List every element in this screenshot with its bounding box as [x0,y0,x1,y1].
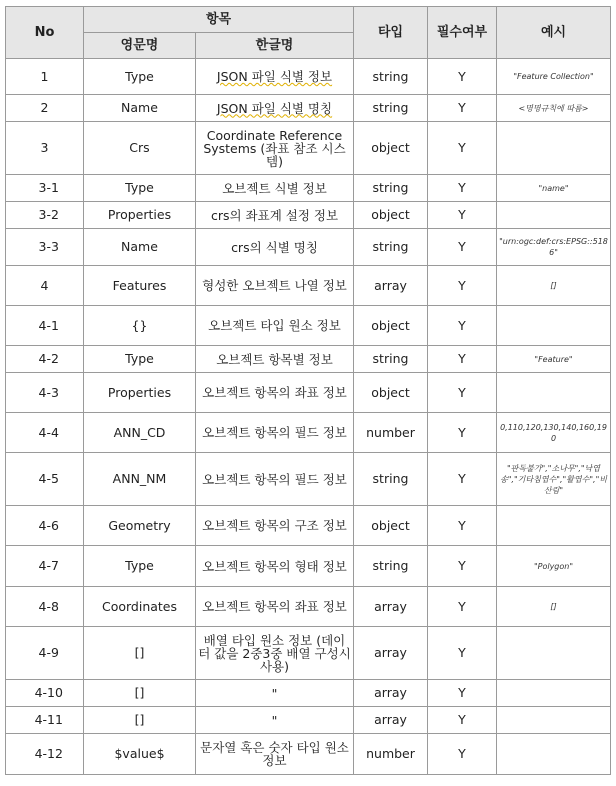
row-english-name: Properties [84,202,196,229]
table-row [6,587,611,627]
table-row [6,734,611,775]
table-row [6,627,611,680]
row-required: Y [428,202,497,229]
row-type: object [354,306,428,346]
table-row [6,346,611,373]
row-required: Y [428,506,497,546]
row-example [497,506,611,546]
table-row [6,202,611,229]
indent-spacer [6,734,15,775]
row-korean-name: 오브젝트 항목의 필드 정보 [196,413,354,453]
row-type: string [354,453,428,506]
spec-table [5,6,611,775]
row-english-name: Features [84,266,196,306]
row-example [497,122,611,175]
row-required: Y [428,453,497,506]
header-no: No [6,7,84,59]
row-required: Y [428,122,497,175]
row-english-name: {} [84,306,196,346]
table-row [6,175,611,202]
row-type: array [354,266,428,306]
row-type: array [354,707,428,734]
row-no: 4-4 [15,413,84,453]
table-row [6,122,611,175]
row-korean-name: " [196,680,354,707]
row-example: "Feature" [497,346,611,373]
row-type: object [354,122,428,175]
indent-spacer [6,306,15,346]
row-required: Y [428,266,497,306]
row-example: "Feature Collection" [497,59,611,95]
row-required: Y [428,546,497,587]
indent-spacer [6,413,15,453]
row-no: 4-1 [15,306,84,346]
row-no: 3-1 [15,175,84,202]
row-english-name: Name [84,95,196,122]
row-required: Y [428,306,497,346]
row-english-name: Type [84,546,196,587]
row-required: Y [428,229,497,266]
row-type: object [354,506,428,546]
row-korean-name: 형성한 오브젝트 나열 정보 [196,266,354,306]
row-no: 3 [6,122,84,175]
indent-spacer [6,506,15,546]
row-english-name: Name [84,229,196,266]
row-english-name: [] [84,707,196,734]
indent-spacer [6,175,15,202]
row-korean-name: 오브젝트 항목별 정보 [196,346,354,373]
row-english-name: Properties [84,373,196,413]
row-english-name: Coordinates [84,587,196,627]
row-type: string [354,175,428,202]
indent-spacer [6,627,15,680]
row-korean-name: 오브젝트 항목의 좌표 정보 [196,587,354,627]
row-korean-name: 오브젝트 항목의 필드 정보 [196,453,354,506]
row-korean-name: 오브젝트 항목의 구조 정보 [196,506,354,546]
row-no: 4-7 [15,546,84,587]
indent-spacer [6,229,15,266]
row-korean-name: 오브젝트 항목의 좌표 정보 [196,373,354,413]
row-type: number [354,413,428,453]
row-type: string [354,95,428,122]
row-no: 4-11 [15,707,84,734]
row-example [497,707,611,734]
row-korean-name: 오브젝트 식별 정보 [196,175,354,202]
row-example: [] [497,587,611,627]
row-english-name: [] [84,680,196,707]
row-required: Y [428,175,497,202]
row-required: Y [428,680,497,707]
row-example [497,734,611,775]
row-korean-name: 배열 타입 원소 정보 (데이터 값을 2중3중 배열 구성시 사용) [196,627,354,680]
row-type: string [354,59,428,95]
table-row [6,266,611,306]
row-no: 3-2 [15,202,84,229]
row-example [497,202,611,229]
row-korean-name: crs의 식별 명칭 [196,229,354,266]
row-no: 4-9 [15,627,84,680]
row-no: 2 [6,95,84,122]
row-example: "urn:ogc:def:crs:EPSG::5186" [497,229,611,266]
row-english-name: [] [84,627,196,680]
row-example: "판독불가","소나무","낙엽송","기타침엽수","활엽수","비산림" [497,453,611,506]
row-english-name: $value$ [84,734,196,775]
row-no: 1 [6,59,84,95]
row-english-name: Geometry [84,506,196,546]
table-row [6,59,611,95]
row-korean-name: " [196,707,354,734]
row-type: object [354,373,428,413]
row-required: Y [428,587,497,627]
row-korean-name: 문자열 혹은 숫자 타입 원소 정보 [196,734,354,775]
row-english-name: ANN_NM [84,453,196,506]
indent-spacer [6,373,15,413]
row-example: "name" [497,175,611,202]
row-korean-name: JSON 파일 식별 명칭 [196,95,354,122]
row-english-name: ANN_CD [84,413,196,453]
row-required: Y [428,734,497,775]
indent-spacer [6,680,15,707]
row-type: string [354,229,428,266]
row-type: array [354,627,428,680]
indent-spacer [6,346,15,373]
row-example: <명명규칙에 따름> [497,95,611,122]
row-required: Y [428,627,497,680]
row-korean-name: Coordinate Reference Systems (좌표 참조 시스템) [196,122,354,175]
row-korean-name: 오브젝트 항목의 형태 정보 [196,546,354,587]
header-english-name: 영문명 [84,33,196,59]
row-example: 0,110,120,130,140,160,190 [497,413,611,453]
row-korean-name: crs의 좌표계 설정 정보 [196,202,354,229]
row-type: string [354,346,428,373]
row-required: Y [428,373,497,413]
row-english-name: Type [84,175,196,202]
header-item: 항목 [84,7,354,33]
header-korean-name: 한글명 [196,33,354,59]
row-no: 4-6 [15,506,84,546]
header-type: 타입 [354,7,428,59]
indent-spacer [6,453,15,506]
table-row [6,506,611,546]
row-korean-name: JSON 파일 식별 정보 [196,59,354,95]
row-type: string [354,546,428,587]
row-example [497,680,611,707]
row-no: 4 [6,266,84,306]
table-row [6,95,611,122]
row-type: object [354,202,428,229]
indent-spacer [6,202,15,229]
row-example: "Polygon" [497,546,611,587]
row-type: number [354,734,428,775]
row-korean-name: 오브젝트 타입 원소 정보 [196,306,354,346]
row-required: Y [428,59,497,95]
table-row [6,453,611,506]
row-no: 4-5 [15,453,84,506]
table-row [6,413,611,453]
table-row [6,680,611,707]
row-no: 3-3 [15,229,84,266]
indent-spacer [6,546,15,587]
row-no: 4-3 [15,373,84,413]
row-no: 4-10 [15,680,84,707]
row-type: array [354,680,428,707]
table-row [6,546,611,587]
row-english-name: Type [84,346,196,373]
row-no: 4-8 [15,587,84,627]
row-example [497,306,611,346]
table-row [6,707,611,734]
row-example [497,373,611,413]
header-example: 예시 [497,7,611,59]
row-required: Y [428,707,497,734]
row-type: array [354,587,428,627]
row-required: Y [428,95,497,122]
table-row [6,229,611,266]
row-no: 4-2 [15,346,84,373]
row-no: 4-12 [15,734,84,775]
indent-spacer [6,707,15,734]
row-example [497,627,611,680]
row-required: Y [428,346,497,373]
table-row [6,373,611,413]
row-example: [] [497,266,611,306]
row-english-name: Type [84,59,196,95]
row-english-name: Crs [84,122,196,175]
table-row [6,306,611,346]
header-required: 필수여부 [428,7,497,59]
indent-spacer [6,587,15,627]
row-required: Y [428,413,497,453]
